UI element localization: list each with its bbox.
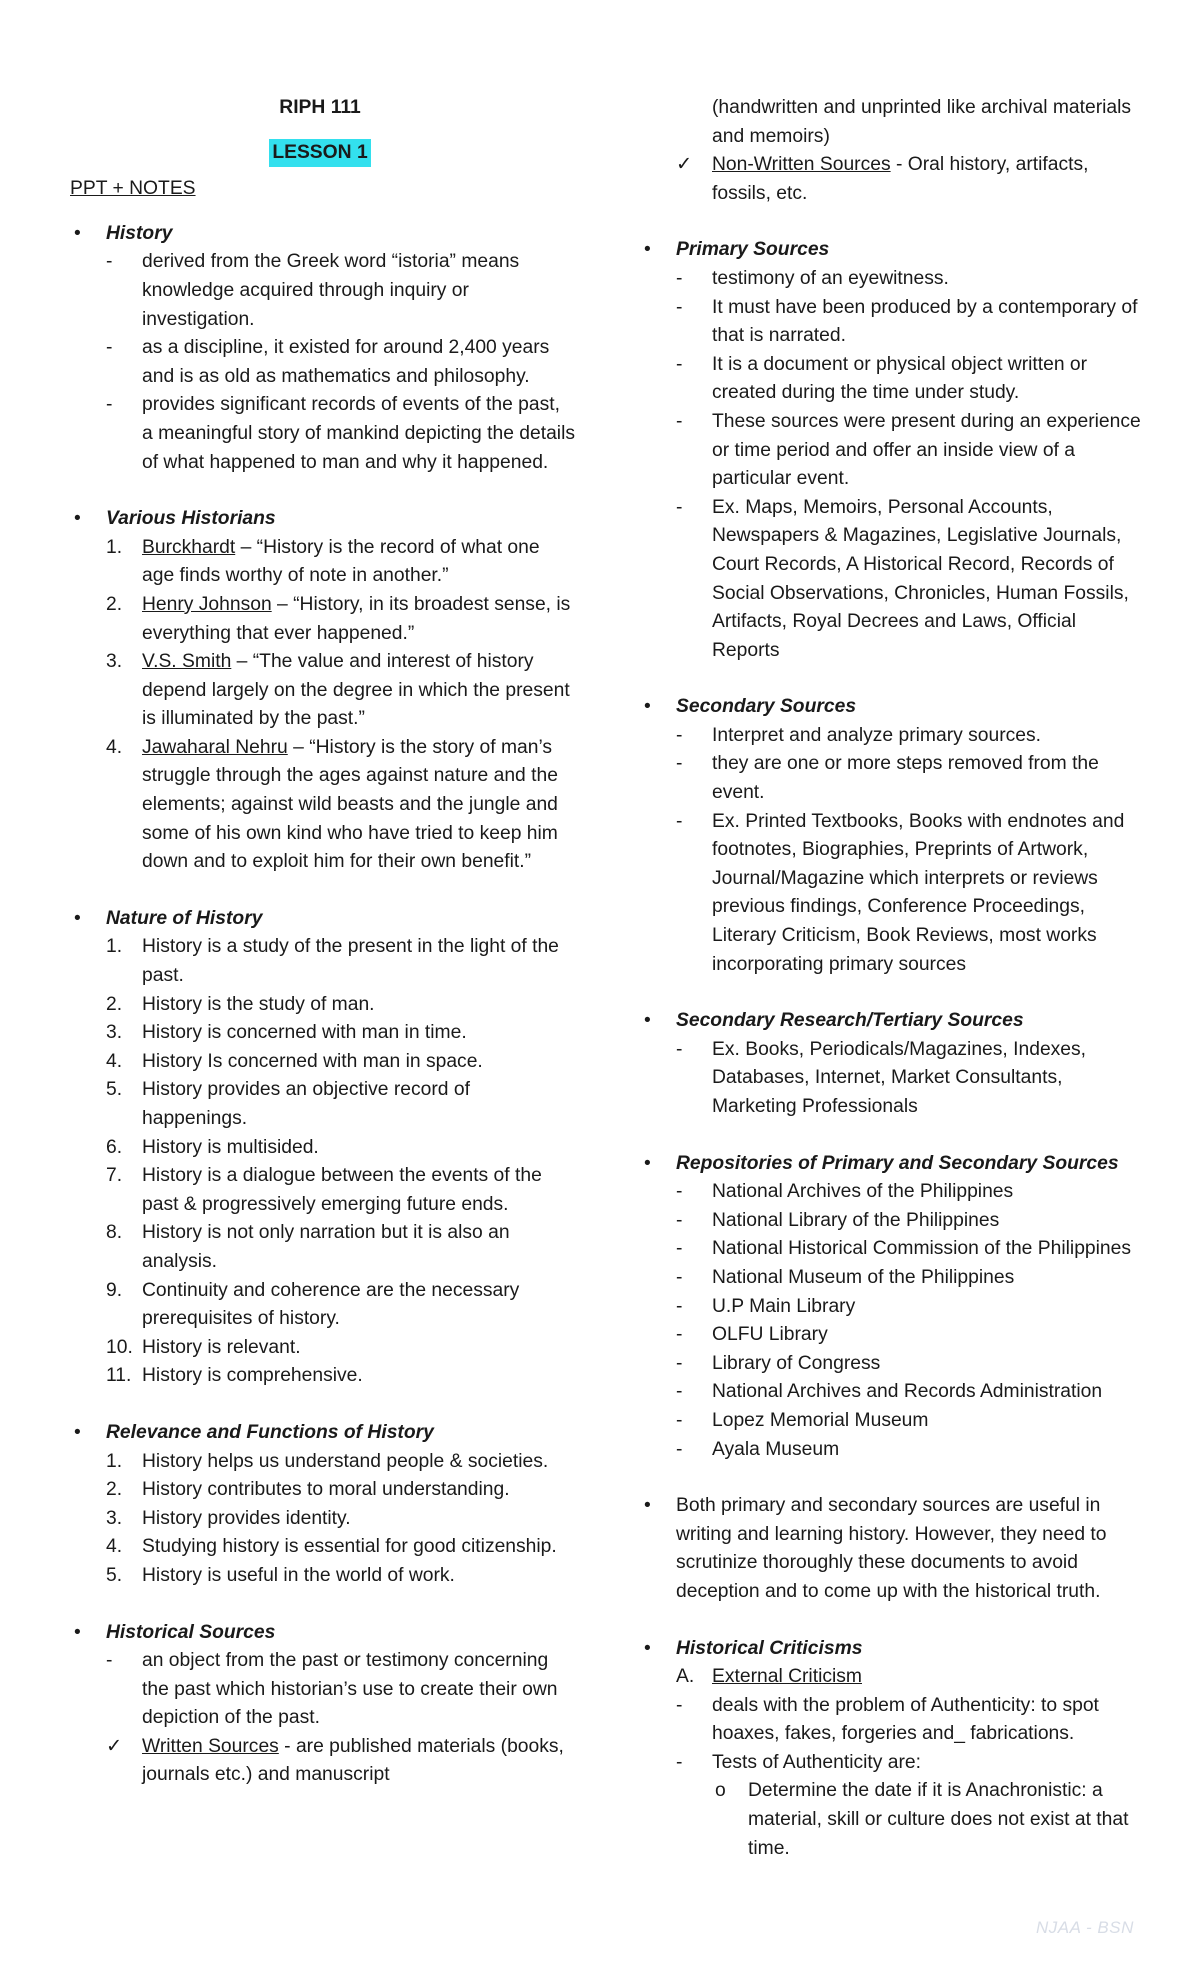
- list-item: 10. History is relevant.: [106, 1336, 301, 1358]
- lesson-title-row: [70, 139, 570, 168]
- list-item: 1. History helps us understand people & societies.: [106, 1450, 549, 1472]
- dash-icon: -: [676, 1324, 683, 1346]
- list-item: 7. History is a dialogue between the events of the past & progressively emerging future ends.: [106, 1165, 542, 1215]
- bullet-icon: •: [644, 696, 651, 718]
- section-historians: [70, 505, 575, 877]
- dash-icon: -: [676, 1209, 683, 1231]
- list-item: - as a discipline, it existed for around 2,400 years and is as old as mathematics and philosophy.: [70, 334, 575, 391]
- dash-icon: -: [676, 1266, 683, 1288]
- list-item: - Lopez Memorial Museum: [640, 1407, 1145, 1436]
- section-heading: • Secondary Sources: [640, 693, 1145, 722]
- dash-icon: -: [676, 810, 683, 832]
- bullet-icon: •: [644, 1152, 651, 1174]
- section-nature: [70, 905, 575, 1391]
- dash-icon: -: [676, 1694, 683, 1716]
- list-item: 5. History provides an objective record of happenings.: [106, 1079, 470, 1129]
- list-item: - It must have been produced by a contemporary of that is narrated.: [640, 294, 1145, 351]
- dash-icon: -: [676, 1409, 683, 1431]
- list-item: - These sources were present during an experience or time period and offer an inside view of a particular event.: [640, 408, 1145, 494]
- bullet-icon: •: [74, 508, 81, 530]
- list-item: - derived from the Greek word “istoria” means knowledge acquired through inquiry or investigation.: [70, 248, 575, 334]
- section-heading: • Historical Criticisms: [640, 1635, 1145, 1664]
- list-item: - It is a document or physical object written or created during the time under study.: [640, 351, 1145, 408]
- dash-icon: -: [676, 1381, 683, 1403]
- lesson-title: LESSON 1: [269, 139, 370, 168]
- sub-list-item: o Determine the date if it is Anachronistic: a material, skill or culture does not exist at that time.: [640, 1777, 1145, 1863]
- section-tertiary: [640, 1007, 1145, 1121]
- dash-icon: -: [676, 1038, 683, 1060]
- list-item: - National Museum of the Philippines: [640, 1264, 1145, 1293]
- section-history: [70, 220, 575, 477]
- list-item: 5. History is useful in the world of work.: [106, 1564, 455, 1586]
- section-criticism: [640, 1635, 1145, 1864]
- dash-icon: -: [676, 496, 683, 518]
- bullet-icon: •: [74, 1421, 81, 1443]
- dash-icon: -: [106, 394, 113, 416]
- list-item: - OLFU Library: [640, 1321, 1145, 1350]
- list-item: - Tests of Authenticity are:: [640, 1749, 1145, 1778]
- list-item: 4. History Is concerned with man in space.: [106, 1050, 483, 1072]
- list-item: 2. History is the study of man.: [106, 993, 375, 1015]
- list-item: 3. History is concerned with man in time.: [106, 1022, 467, 1044]
- list-item: ✓ Written Sources - are published materials (books, journals etc.) and manuscript: [70, 1733, 575, 1790]
- list-item: 4. Jawaharal Nehru – “History is the story of man’s struggle through the ages against nature and the elements; against wild beasts and the jungle and some of his own kind who have tried to keep him down and to exploit him for their own benefit.”: [106, 736, 558, 873]
- subtitle: PPT + NOTES: [70, 178, 196, 200]
- bullet-icon: •: [644, 239, 651, 261]
- list-item: 3. History provides identity.: [106, 1507, 351, 1529]
- list-item: - they are one or more steps removed from the event.: [640, 750, 1145, 807]
- dash-icon: -: [676, 724, 683, 746]
- list-item: 3. V.S. Smith – “The value and interest of history depend largely on the degree in which the present is illuminated by the past.”: [106, 651, 570, 730]
- bullet-icon: •: [644, 1637, 651, 1659]
- bullet-icon: •: [74, 1621, 81, 1643]
- check-icon: ✓: [106, 1735, 123, 1757]
- list-item: 2. Henry Johnson – “History, in its broadest sense, is everything that ever happened.”: [106, 593, 571, 644]
- list-item: - Ex. Books, Periodicals/Magazines, Indexes, Databases, Internet, Market Consultants, Marketing Professionals: [640, 1036, 1145, 1122]
- list-item: 11. History is comprehensive.: [106, 1365, 363, 1387]
- section-heading: • Nature of History: [70, 905, 575, 934]
- section-heading: • Primary Sources: [640, 236, 1145, 265]
- section-heading: • History: [70, 220, 575, 249]
- list-item: - Ex. Maps, Memoirs, Personal Accounts, Newspapers & Magazines, Legislative Journals, Court Records, A Historical Record, Records of Social Observations, Chronicles, Human Fossils, Artifacts, Royal Decrees and Laws, Official Reports: [640, 494, 1145, 666]
- dash-icon: -: [676, 1295, 683, 1317]
- dash-icon: -: [676, 410, 683, 432]
- section-repositories: [640, 1150, 1145, 1465]
- list-item: 1. Burckhardt – “History is the record of what one age finds worthy of note in another.”: [106, 536, 540, 587]
- dash-icon: -: [676, 753, 683, 775]
- list-item: - an object from the past or testimony concerning the past which historian’s use to create their own depiction of the past.: [70, 1647, 575, 1733]
- dash-icon: -: [676, 1352, 683, 1374]
- circle-bullet-icon: o: [715, 1780, 726, 1802]
- section-primary: [640, 236, 1145, 665]
- list-item: 8. History is not only narration but it is also an analysis.: [106, 1222, 510, 1272]
- list-item: ✓ Non-Written Sources - Oral history, artifacts, fossils, etc.: [640, 151, 1145, 208]
- list-item: 2. History contributes to moral understanding.: [106, 1479, 510, 1501]
- course-title: RIPH 111: [279, 97, 361, 118]
- dash-icon: -: [676, 1238, 683, 1260]
- bullet-icon: •: [644, 1495, 651, 1517]
- section-heading: • Relevance and Functions of History: [70, 1419, 575, 1448]
- list-item: - deals with the problem of Authenticity: to spot hoaxes, fakes, forgeries and_ fabrications.: [640, 1692, 1145, 1749]
- list-item: - U.P Main Library: [640, 1293, 1145, 1322]
- list-item: - Interpret and analyze primary sources.: [640, 722, 1145, 751]
- footer-watermark: NJAA - BSN: [1036, 1918, 1134, 1937]
- dash-icon: -: [106, 251, 113, 273]
- section-sources-cont: [640, 94, 1145, 208]
- list-item: - National Archives of the Philippines: [640, 1178, 1145, 1207]
- list-item: A. External Criticism: [676, 1666, 862, 1688]
- section-heading: • Secondary Research/Tertiary Sources: [640, 1007, 1145, 1036]
- paragraph: • Both primary and secondary sources are useful in writing and learning history. However, they need to scrutinize thoroughly these documents to avoid deception and to come up with the historical truth.: [640, 1492, 1145, 1606]
- right-column: [640, 94, 1145, 1891]
- dash-icon: -: [106, 1650, 113, 1672]
- dash-icon: -: [676, 353, 683, 375]
- bullet-icon: •: [644, 1010, 651, 1032]
- dash-icon: -: [676, 1751, 683, 1773]
- list-item-continued: (handwritten and unprinted like archival materials and memoirs): [712, 97, 1132, 147]
- dash-icon: -: [676, 267, 683, 289]
- bullet-icon: •: [74, 907, 81, 929]
- list-item: - National Historical Commission of the Philippines: [640, 1235, 1145, 1264]
- dash-icon: -: [676, 1181, 683, 1203]
- list-item: - Library of Congress: [640, 1350, 1145, 1379]
- list-item: - Ex. Printed Textbooks, Books with endnotes and footnotes, Biographies, Preprints of Artwork, Journal/Magazine which interprets or reviews previous findings, Conference Proceedings, Literary Criticism, Book Reviews, most works incorporating primary sources: [640, 808, 1145, 980]
- list-item: 9. Continuity and coherence are the necessary prerequisites of history.: [106, 1279, 520, 1330]
- section-heading: • Historical Sources: [70, 1619, 575, 1648]
- left-column: [70, 94, 575, 1818]
- section-both: [640, 1492, 1145, 1606]
- list-item: - National Archives and Records Administration: [640, 1378, 1145, 1407]
- list-item: - provides significant records of events of the past, a meaningful story of mankind depicting the details of what happened to man and why it happened.: [70, 391, 575, 477]
- list-item: - Ayala Museum: [640, 1436, 1145, 1465]
- bullet-icon: •: [74, 222, 81, 244]
- section-sources: [70, 1619, 575, 1791]
- section-heading: • Various Historians: [70, 505, 575, 534]
- list-item: - National Library of the Philippines: [640, 1207, 1145, 1236]
- dash-icon: -: [676, 296, 683, 318]
- dash-icon: -: [676, 1438, 683, 1460]
- section-secondary: [640, 693, 1145, 979]
- section-heading: • Repositories of Primary and Secondary Sources: [640, 1150, 1145, 1179]
- section-relevance: [70, 1419, 575, 1591]
- list-item: - testimony of an eyewitness.: [640, 265, 1145, 294]
- check-icon: ✓: [676, 154, 693, 176]
- list-item: 4. Studying history is essential for good citizenship.: [106, 1536, 557, 1558]
- list-item: 6. History is multisided.: [106, 1136, 319, 1158]
- dash-icon: -: [106, 337, 113, 359]
- list-item: 1. History is a study of the present in the light of the past.: [106, 936, 559, 987]
